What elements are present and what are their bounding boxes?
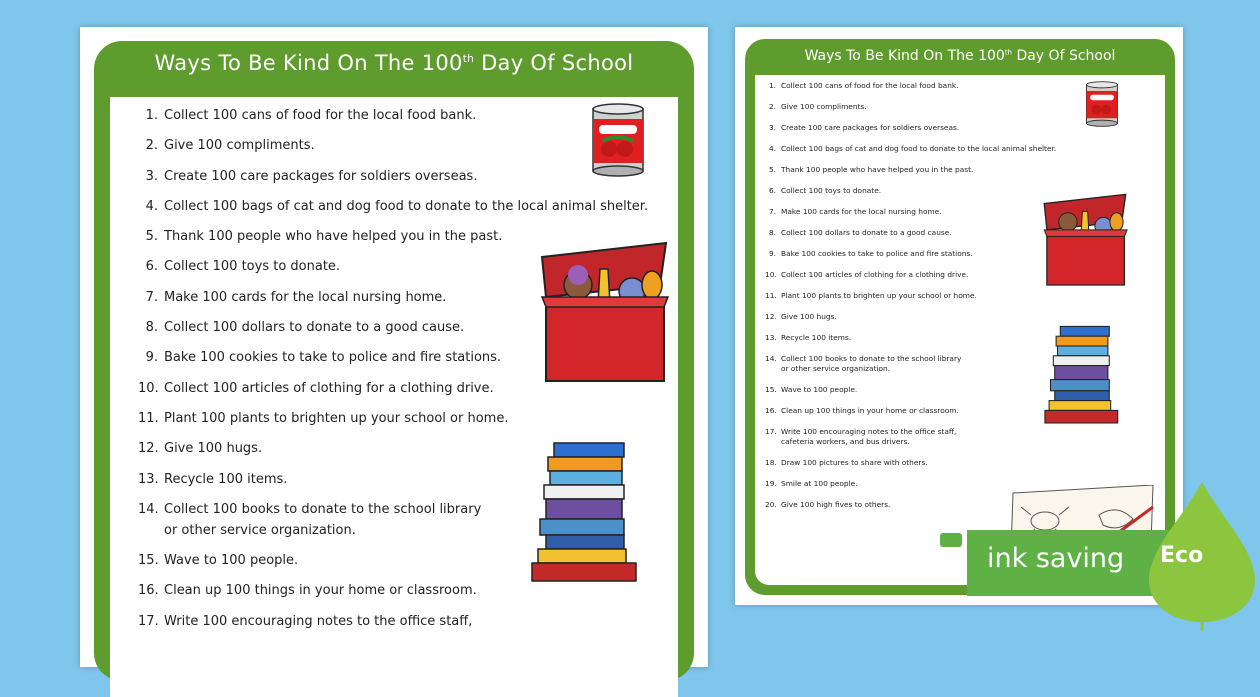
list-item-number: 15.: [765, 385, 777, 394]
poster-title: [94, 51, 694, 75]
toy-box-icon: [1039, 193, 1131, 289]
list-item: [765, 81, 1065, 91]
list-item-number: 3.: [768, 123, 776, 132]
list-item: [765, 207, 1065, 217]
book-stack-icon: [1043, 325, 1121, 437]
list-item: [765, 291, 1065, 301]
list-item-text: Give 100 hugs.: [164, 441, 263, 457]
list-item-number: 8.: [768, 228, 776, 237]
title-superscript-small: th: [1004, 48, 1012, 57]
list-item: [765, 165, 1065, 175]
list-item: [765, 270, 1065, 280]
list-item: [138, 135, 658, 156]
list-item: [765, 186, 1065, 196]
list-item-text: Draw 100 pictures to share with others.: [781, 458, 928, 467]
title-text-end: Day Of School: [474, 51, 634, 75]
list-item-text: Make 100 cards for the local nursing home.: [164, 289, 447, 305]
list-item-text: Collect 100 books to donate to the school library or other service organization.: [164, 501, 482, 538]
list-item-text: Write 100 encouraging notes to the office staff,: [164, 613, 473, 629]
list-item-number: 13.: [765, 333, 777, 342]
list-item-text: Collect 100 dollars to donate to a good cause.: [781, 228, 952, 237]
toy-box-icon: [534, 241, 674, 387]
title-text: Ways To Be Kind On The 100: [154, 51, 463, 75]
list-item-number: 17.: [765, 427, 777, 436]
list-item-number: 3.: [145, 168, 158, 184]
eco-label: Eco: [1160, 543, 1204, 568]
list-item-number: 5.: [768, 165, 776, 174]
list-item-text: Collect 100 bags of cat and dog food to donate to the local animal shelter.: [781, 144, 1057, 153]
list-item: [765, 312, 1065, 322]
list-item: [765, 427, 1065, 447]
list-item-number: 9.: [768, 249, 776, 258]
list-item: [765, 123, 1065, 133]
list-item-number: 4.: [145, 198, 158, 214]
list-item-number: 7.: [145, 289, 158, 305]
list-item: [765, 333, 1065, 343]
list-item: [138, 105, 658, 126]
list-item-text: Recycle 100 items.: [781, 333, 852, 342]
list-item-text: Collect 100 toys to donate.: [781, 186, 882, 195]
list-item-text: Collect 100 bags of cat and dog food to donate to the local animal shelter.: [164, 198, 649, 214]
poster-title-small: [745, 48, 1175, 64]
list-item-text: Collect 100 cans of food for the local food bank.: [781, 81, 959, 90]
list-item: [138, 196, 658, 217]
list-item-text: Plant 100 plants to brighten up your school or home.: [164, 410, 509, 426]
list-item-number: 10.: [138, 380, 159, 396]
list-item-text: Create 100 care packages for soldiers overseas.: [781, 123, 960, 132]
list-item-text: Clean up 100 things in your home or classroom.: [781, 406, 959, 415]
list-item-number: 1.: [768, 81, 776, 90]
list-item-number: 14.: [765, 354, 777, 363]
list-item-number: 17.: [138, 613, 159, 629]
list-item: [765, 354, 1065, 374]
list-item-number: 6.: [768, 186, 776, 195]
list-item-number: 12.: [765, 312, 777, 321]
list-item-text: Thank 100 people who have helped you in the past.: [781, 165, 974, 174]
list-item-text: Give 100 hugs.: [781, 312, 837, 321]
book-stack-icon: [530, 441, 640, 601]
list-item-number: 20.: [765, 500, 777, 509]
list-item-text: Wave to 100 people.: [164, 553, 299, 569]
list-item-number: 11.: [138, 410, 159, 426]
list-item-number: 2.: [145, 138, 158, 154]
list-item-number: 19.: [765, 479, 777, 488]
list-item: [765, 385, 1065, 395]
poster-body-small: [755, 75, 1165, 585]
list-item-text: Bake 100 cookies to take to police and fire stations.: [164, 350, 502, 366]
list-item-number: 15.: [138, 553, 159, 569]
list-item-text: Make 100 cards for the local nursing home.: [781, 207, 942, 216]
list-item-number: 4.: [768, 144, 776, 153]
food-can-icon: [589, 103, 647, 177]
list-item: [765, 144, 1065, 154]
list-item: [765, 102, 1065, 112]
list-item-number: 8.: [145, 320, 158, 336]
list-item-number: 1.: [145, 108, 158, 123]
list-item-text: Give 100 compliments.: [164, 138, 315, 154]
list-item-text: Thank 100 people who have helped you in the past.: [164, 229, 503, 245]
food-can-icon: [1084, 81, 1120, 127]
title-superscript: th: [462, 53, 475, 65]
list-item-number: 9.: [145, 350, 158, 366]
list-item-text: Wave to 100 people.: [781, 385, 858, 394]
list-item-text: Collect 100 articles of clothing for a clothing drive.: [781, 270, 969, 279]
list-item-number: 5.: [145, 229, 158, 245]
poster-frame-small: [745, 39, 1175, 595]
list-item-text: Bake 100 cookies to take to police and fire stations.: [781, 249, 973, 258]
list-item-text: Give 100 high fives to others.: [781, 500, 891, 509]
list-item-number: 6.: [145, 259, 158, 275]
list-item-number: 11.: [765, 291, 777, 300]
list-item: [765, 458, 1065, 468]
list-item-number: 13.: [138, 471, 159, 487]
poster-preview-large: [80, 27, 708, 667]
title-text-end-small: Day Of School: [1012, 48, 1116, 64]
kindness-list-small: [765, 81, 1065, 521]
list-item-number: 16.: [138, 583, 159, 599]
list-item: [138, 408, 658, 429]
poster-preview-small: [735, 27, 1183, 605]
list-item-number: 10.: [765, 270, 777, 279]
list-item-number: 12.: [138, 441, 159, 457]
list-item-text: Plant 100 plants to brighten up your school or home.: [781, 291, 977, 300]
list-item-text: Write 100 encouraging notes to the office staff, cafeteria workers, and bus drivers.: [781, 427, 957, 446]
twinkl-logo: [940, 533, 962, 547]
list-item-text: Recycle 100 items.: [164, 471, 288, 487]
list-item-number: 18.: [765, 458, 777, 467]
list-item-number: 14.: [138, 501, 159, 517]
list-item-text: Collect 100 books to donate to the school library or other service organization.: [781, 354, 962, 373]
list-item: [138, 166, 658, 187]
ink-saving-label: ink saving: [987, 543, 1125, 574]
list-item-text: Clean up 100 things in your home or classroom.: [164, 583, 477, 599]
poster-body: [110, 97, 678, 697]
list-item: [138, 611, 658, 632]
list-item: [765, 228, 1065, 238]
list-item-text: Collect 100 dollars to donate to a good cause.: [164, 320, 465, 336]
list-item-number: 7.: [768, 207, 776, 216]
list-item: [765, 406, 1065, 416]
list-item-text: Create 100 care packages for soldiers overseas.: [164, 168, 478, 184]
list-item-text: Collect 100 articles of clothing for a clothing drive.: [164, 380, 494, 396]
list-item-text: Give 100 compliments.: [781, 102, 867, 111]
list-item: [765, 249, 1065, 259]
list-item-text: Smile at 100 people.: [781, 479, 858, 488]
list-item-number: 16.: [765, 406, 777, 415]
list-item-text: Collect 100 cans of food for the local food bank.: [164, 108, 477, 123]
list-item-text: Collect 100 toys to donate.: [164, 259, 341, 275]
list-item-number: 2.: [768, 102, 776, 111]
poster-frame: [94, 41, 694, 681]
title-text-small: Ways To Be Kind On The 100: [804, 48, 1005, 64]
